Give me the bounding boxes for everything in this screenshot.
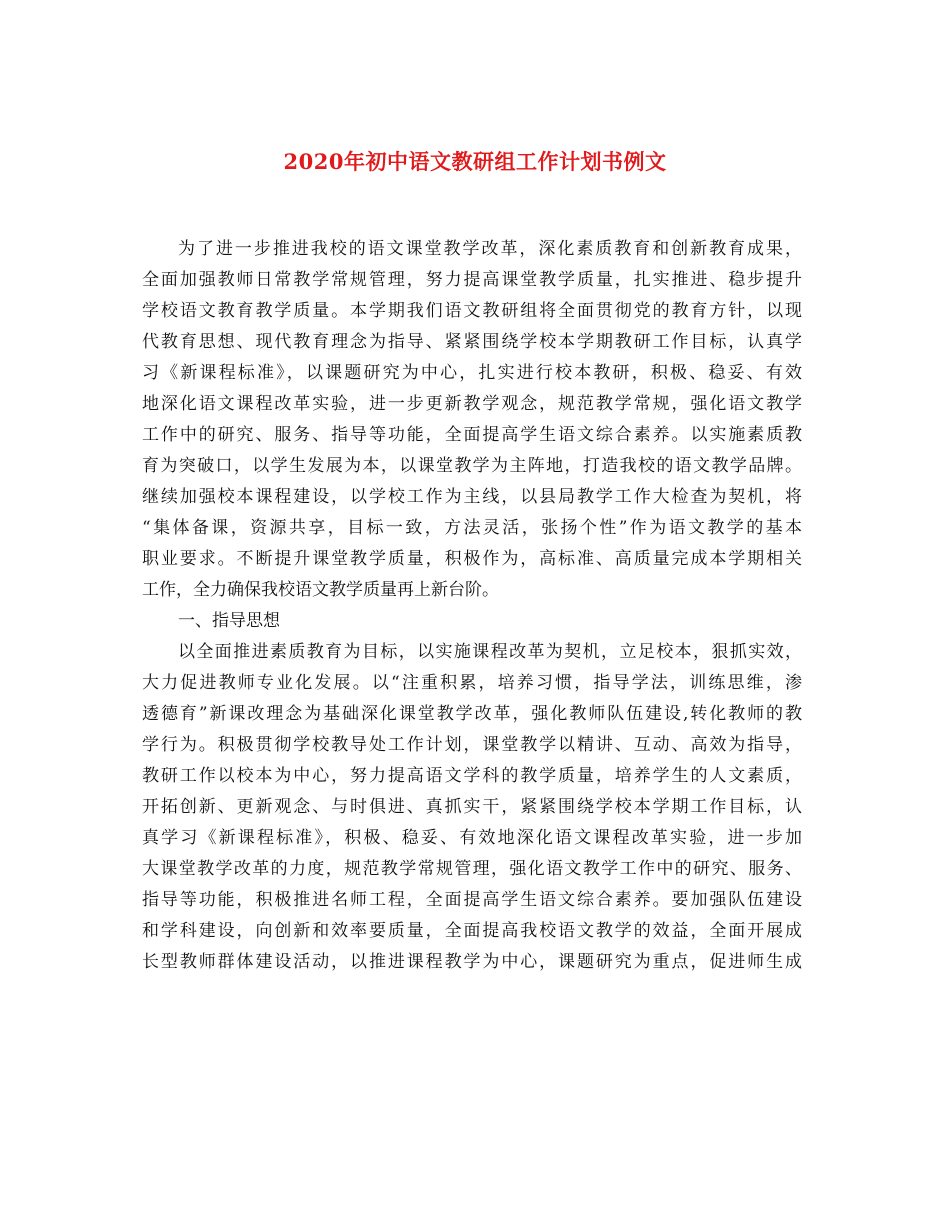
- body-line: 以全面推进素质教育为目标，以实施课程改革为契机，立足校本，狠抓实效，: [178, 642, 802, 662]
- body-line: 全面加强教师日常教学常规管理，努力提高课堂教学质量，扎实推进、稳步提升: [142, 270, 802, 290]
- body-line: 习《新课程标准》，以课题研究为中心，扎实进行校本教研，积极、稳妥、有效: [142, 363, 802, 383]
- body-line: “集体备课，资源共享，目标一致，方法灵活，张扬个性”作为语文教学的基本: [142, 518, 802, 538]
- body-line: 育为突破口，以学生发展为本，以课堂教学为主阵地，打造我校的语文教学品牌。: [142, 456, 802, 476]
- body-line: 大力促进教师专业化发展。以“注重积累，培养习惯，指导学法，训练思维，渗: [142, 673, 802, 693]
- body-line: 继续加强校本课程建设，以学校工作为主线，以县局教学工作大检查为契机，将: [142, 487, 802, 507]
- body-line: 为了进一步推进我校的语文课堂教学改革，深化素质教育和创新教育成果，: [178, 239, 802, 259]
- body-line: 长型教师群体建设活动，以推进课程教学为中心，课题研究为重点，促进师生成: [142, 952, 802, 972]
- body-line: 学行为。积极贯彻学校教导处工作计划，课堂教学以精讲、互动、高效为指导，: [142, 735, 802, 755]
- body-line: 透德育”新课改理念为基础深化课堂教学改革，强化教师队伍建设,转化教师的教: [142, 704, 802, 724]
- document-body: [142, 234, 802, 978]
- body-line: 地深化语文课程改革实验，进一步更新教学观念，规范教学常规，强化语文教学: [142, 394, 802, 414]
- body-line: 一、指导思想: [178, 611, 280, 631]
- document-title: 2020年初中语文教研组工作计划书例文: [283, 149, 667, 174]
- body-line: 学校语文教育教学质量。本学期我们语文教研组将全面贯彻党的教育方针，以现: [142, 301, 802, 321]
- body-line: 工作，全力确保我校语文教学质量再上新台阶。: [142, 580, 499, 600]
- body-line: 指导等功能，积极推进名师工程，全面提高学生语文综合素养。要加强队伍建设: [142, 890, 802, 910]
- body-line: 工作中的研究、服务、指导等功能，全面提高学生语文综合素养。以实施素质教: [142, 425, 802, 445]
- body-line: 教研工作以校本为中心，努力提高语文学科的教学质量，培养学生的人文素质，: [142, 766, 802, 786]
- body-line: 职业要求。不断提升课堂教学质量，积极作为，高标准、高质量完成本学期相关: [142, 549, 802, 569]
- body-line: 和学科建设，向创新和效率要质量，全面提高我校语文教学的效益，全面开展成: [142, 921, 802, 941]
- body-line: 大课堂教学改革的力度，规范教学常规管理，强化语文教学工作中的研究、服务、: [142, 859, 802, 879]
- body-line: 真学习《新课程标准》，积极、稳妥、有效地深化语文课程改革实验，进一步加: [142, 828, 802, 848]
- body-line: 开拓创新、更新观念、与时俱进、真抓实干，紧紧围绕学校本学期工作目标，认: [142, 797, 802, 817]
- body-line: 代教育思想、现代教育理念为指导、紧紧围绕学校本学期教研工作目标，认真学: [142, 332, 802, 352]
